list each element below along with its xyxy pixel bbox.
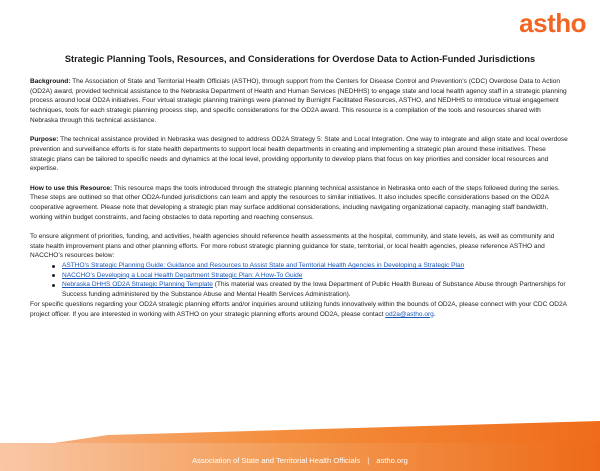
closing-paragraph [30, 300, 570, 319]
purpose-text: The technical assistance provided in Nebraska was designed to address OD2A Strategy 5: State and Local Integration. One way to integrate and align state and local overdose prevention and surveillance efforts is for state health departments to support local health departments in creating and implementing a strategic plan around these initiatives. These strategic plans can be tailored to specific needs and dynamics at the local level, providing opportunity to develop plans that focus on key priorities and consider local resources and expertise. [30, 136, 568, 173]
background-label: Background: [30, 78, 71, 85]
page-title: Strategic Planning Tools, Resources, and Considerations for Overdose Data to Action-Funded Jurisdictions [64, 54, 536, 64]
footer [0, 456, 600, 465]
footer-site-link[interactable]: astho.org [376, 456, 408, 465]
list-item [62, 280, 570, 299]
naccho-guide-link[interactable]: NACCHO’s Developing a Local Health Department Strategic Plan: A How-To Guide [62, 271, 303, 279]
resource-note: (This material was created by the Iowa Department of Public Health Bureau of Substance Abuse through Partnerships for Success funding administered by the Substance Abuse and Mental Health Services Administration). [62, 281, 566, 299]
astho-guide-link[interactable]: ASTHO’s Strategic Planning Guide: Guidance and Resources to Assist State and Territorial Health Agencies in Developing a Strategic Plan [62, 262, 465, 270]
astho-logo: astho [519, 8, 586, 38]
purpose-label: Purpose: [30, 136, 59, 144]
background-text: The Association of State and Territorial Health Officials (ASTHO), through support from the Centers for Disease Control and Prevention’s (CDC) Overdose Data to Action (OD2A) award, provided technical assistance to the Nebraska Department of Health and Human Services (NEDHHS) to engage state and local health agency staff in a strategic planning process around local OD2A initiatives. Four virtual strategic planning trainings were planned by Burnight Facilitated Resources, ASTHO, and NEDHHS to introduce virtual engagement techniques, tools for each strategic planning process step, and specific considerations for the OD2A award. This resource is a compilation of the tools and resources shared with Nebraska through this technical assistance. [30, 78, 567, 124]
how-to-use-text: This resource maps the tools introduced through the strategic planning technical assistance in Nebraska onto each of the steps followed during the series. These steps are outlined so that other OD2A-funded jurisdictions can learn and apply the resources to similar initiatives. It also includes specific considerations based on the OD2A cooperative agreement. Please note that developing a strategic plan may surface additional considerations, including navigating organizational capacity, managing staff bandwidth, working within budget constraints, and facing obstacles to data reporting and reaching consensus. [30, 184, 560, 221]
how-to-use-label: How to use this Resource: [30, 184, 113, 192]
list-item [62, 271, 570, 281]
resource-list [30, 261, 570, 300]
footer-org: Association of State and Territorial Health Officials [192, 456, 361, 465]
closing-end: . [433, 310, 436, 318]
footer-separator: | [367, 456, 370, 465]
document-body [30, 77, 570, 329]
closing-text: For specific questions regarding your OD2A strategic planning efforts and/or inquiries around utilizing funds innovatively within the bounds of OD2A, please connect with your CDC OD2A project officer. If you are interested in working with ASTHO on your strategic planning efforts around OD2A, please contact [30, 300, 567, 318]
list-item [62, 261, 570, 271]
background-paragraph [30, 77, 570, 126]
how-to-use-paragraph [30, 184, 570, 223]
nebraska-template-link[interactable]: Nebraska DHHS OD2A Strategic Planning Template [62, 281, 213, 289]
contact-email-link[interactable]: od2a@astho.org [385, 310, 434, 318]
ensure-paragraph: To ensure alignment of priorities, funding, and activities, health agencies should reference health assessments at the hospital, community, and state levels, as well as community and state health improvement plans and other planning efforts. For more robust strategic planning guidance for state, territorial, or local health agencies, please reference ASTHO and NACCHO’s resources below: [30, 232, 555, 260]
purpose-paragraph [30, 135, 570, 174]
